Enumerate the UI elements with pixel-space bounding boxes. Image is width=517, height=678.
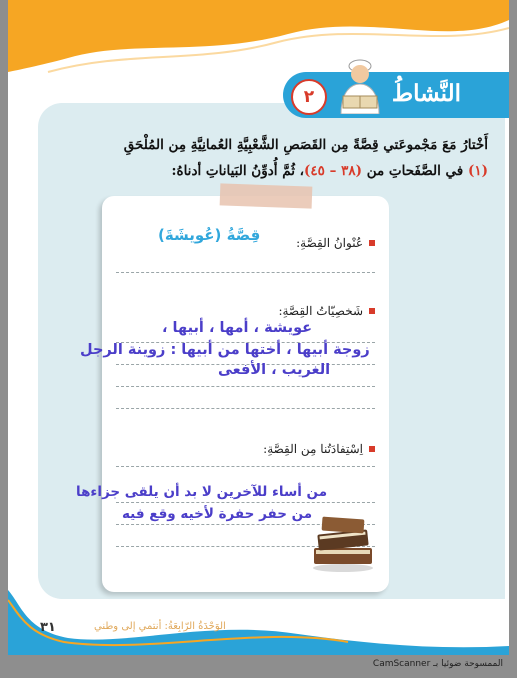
instructions-end-text: ، ثُمَّ أُدوِّنُ البَياناتِ أدناهُ: xyxy=(171,163,305,179)
worksheet-page xyxy=(8,0,509,655)
unit-title: الوَحْدَةُ الرّابِعَةُ: أنتمي إلى وطني xyxy=(94,621,226,632)
top-orange-wave xyxy=(8,0,509,80)
story-title-label: عُنْوانُ القِصَّةِ: xyxy=(296,236,363,250)
activity-number: ٢ xyxy=(291,79,327,115)
page-number: ٣١ xyxy=(40,620,56,635)
characters-answer-line-2[interactable]: زوجة أبيها ، أختها من أبيها : زوينة الرجل xyxy=(80,342,370,358)
lesson-label: اِسْتِفادَتُنا مِن القِصَّةِ: xyxy=(263,442,363,456)
activity-instructions xyxy=(48,132,488,184)
characters-answer-line-3[interactable]: الغريب ، الأفعى xyxy=(218,362,331,378)
lesson-row xyxy=(263,442,375,456)
page-range: (٣٨ – ٤٥) xyxy=(304,163,362,179)
writing-line xyxy=(116,408,375,409)
instructions-line-1: أَخْتارُ مَعَ مَجْموعَتي قِصَّةً مِن القَصَصِ الشَّعْبِيَّةِ العُمانِيَّةِ مِن المُلْحَقِ xyxy=(123,137,488,153)
characters-answer-line-1[interactable]: عويشة ، أمها ، أبيها ، xyxy=(162,320,313,336)
writing-line xyxy=(116,386,375,387)
characters-label: شَخصِيّاتُ القِصَّةِ: xyxy=(278,304,363,318)
story-title-row xyxy=(296,236,375,250)
bullet-icon xyxy=(369,308,375,314)
bullet-icon xyxy=(369,240,375,246)
appendix-number: (١) xyxy=(467,163,488,179)
writing-line xyxy=(116,272,375,273)
lesson-answer-line-1[interactable]: من أساء للآخرين لا بد أن يلقى جزاءها xyxy=(76,484,328,500)
scanner-credit: الممسوحة ضوئيا بـ CamScanner xyxy=(372,659,503,669)
activity-title: النَّشاطُ xyxy=(391,80,461,107)
activity-banner xyxy=(283,72,509,118)
lesson-answer-line-2[interactable]: من حفر حفرة لأخيه وقع فيه xyxy=(122,506,313,522)
reading-boy-illustration xyxy=(331,52,389,114)
bullet-icon xyxy=(369,446,375,452)
books-illustration xyxy=(308,512,378,576)
writing-line xyxy=(116,502,375,503)
footer-wave xyxy=(8,590,509,655)
instructions-line-2 xyxy=(48,158,488,184)
instructions-pages-text: في الصَّفَحاتِ من xyxy=(366,163,464,179)
writing-line xyxy=(116,466,375,467)
story-title-answer[interactable]: قِصَّةُ (عُويشَةَ) xyxy=(158,226,261,244)
tape-decoration xyxy=(220,183,313,208)
characters-row xyxy=(278,304,375,318)
